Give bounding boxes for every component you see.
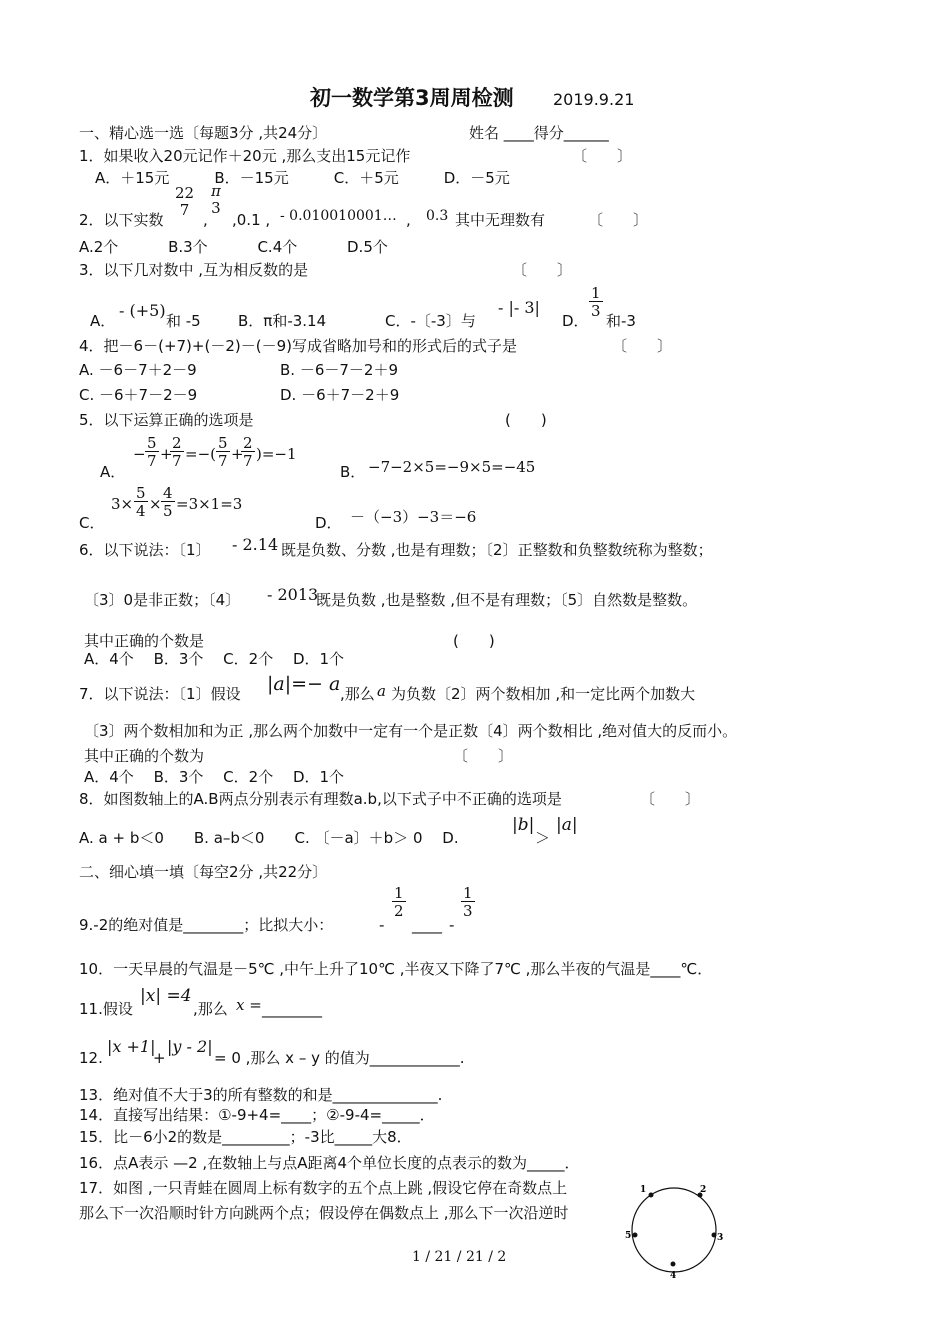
- q7-expr: |a|=− a: [267, 673, 341, 695]
- q5-a-label: A．: [100, 463, 126, 481]
- q2-mid: ,0.1 ,: [232, 211, 271, 229]
- q5-c-times: ×: [149, 495, 162, 513]
- q8-stem: 8．如图数轴上的A.B两点分别表示有理数a.b,以下式子中不正确的选项是: [79, 790, 562, 808]
- q17-circle-diagram: [620, 1178, 730, 1282]
- q4-option-d: D. －6＋7－2＋9: [280, 386, 400, 404]
- q4-option-c: C. －6＋7－2－9: [79, 386, 198, 404]
- q15-text: 15．比－6小2的数是_________；-3比_____大8．: [79, 1128, 412, 1146]
- q7-ask: 其中正确的个数为: [84, 747, 205, 765]
- q3-answer-paren: 〔 〕: [512, 261, 573, 279]
- q16-text: 16．点A表示 —2 ,在数轴上与点A距离4个单位长度的点表示的数为_____．: [79, 1154, 580, 1172]
- q17-label-4: 4: [670, 1271, 677, 1281]
- q9-minus-2: -: [449, 916, 455, 934]
- q2-f2-den: 3: [211, 199, 221, 217]
- q1-stem: 1．如果收入20元记作＋20元 ,那么支出15元记作: [79, 147, 411, 165]
- q4-stem: 4．把－6－(+7)+(－2)－(－9)写成省略加号和的形式后的式子是: [79, 337, 517, 355]
- q2-f1-den: 7: [179, 201, 190, 219]
- q5-answer-paren: ( ): [505, 411, 547, 429]
- q11-blank[interactable]: ________: [262, 1000, 322, 1018]
- q5-a-frac3-num: 5: [218, 434, 228, 452]
- q1-answer-paren: 〔 〕: [572, 147, 633, 165]
- q2-comma2: ,: [406, 211, 411, 229]
- q9-lead: 9.-2的绝对值是________；比拟大小：: [79, 916, 334, 934]
- q5-a-frac1-num: 5: [147, 434, 157, 452]
- q17-label-3: 3: [717, 1233, 724, 1243]
- q5-a-frac2-den: 7: [172, 452, 182, 470]
- q2-fraction-22-7: [173, 186, 196, 218]
- q4-option-b: B. －6－7－2＋9: [280, 361, 399, 379]
- q17-point-5: [633, 1233, 638, 1238]
- q6-value-2: - 2013: [267, 585, 319, 604]
- q17-label-5: 5: [625, 1231, 632, 1241]
- q5-c-frac1: [134, 486, 148, 519]
- q5-b-label: B．: [340, 463, 366, 481]
- q5-c-frac1-num: 5: [136, 484, 146, 502]
- q5-a-eq: =−(: [185, 445, 216, 463]
- q5-c-frac2: [161, 486, 175, 519]
- page-footer: 1 / 21 / 21 / 2: [412, 1249, 507, 1265]
- q9-f1-den: 2: [394, 902, 404, 920]
- q2-decimal: - 0.010010001…: [280, 208, 397, 224]
- q6-line2-lead: 〔3〕0是非正数；〔4〕: [84, 591, 241, 609]
- q5-c-head: 3×: [111, 495, 134, 513]
- q5-a-frac4-den: 7: [243, 452, 253, 470]
- q3-option-b: B．π和-3.14: [238, 312, 327, 330]
- q7-line2: 〔3〕两个数相加和为正 ,那么两个加数中一定有一个是正数〔4〕两个数相比 ,绝对值大的反而小。: [84, 722, 738, 740]
- q12-plus: +: [153, 1049, 166, 1067]
- q4-option-a: A. －6－7＋2－9: [79, 361, 197, 379]
- q6-ask: 其中正确的个数是: [84, 632, 205, 650]
- q17-line1: 17．如图 ,一只青蛙在圆周上标有数字的五个点上跳 ,假设它停在奇数点上: [79, 1179, 568, 1197]
- q14-text: 14．直接写出结果：①-9+4=____；②-9-4=_____．: [79, 1106, 435, 1124]
- section-1-heading: 一、精心选一选〔每题3分 ,共24分〕: [79, 124, 328, 142]
- q3-d-fraction: [589, 286, 603, 319]
- name-score-field: 姓名 ____得分______: [469, 124, 609, 142]
- q5-c-frac2-den: 5: [163, 502, 173, 520]
- q5-c-tail: =3×1=3: [176, 495, 243, 513]
- q17-point-1: [649, 1193, 654, 1198]
- q9-blank[interactable]: ____: [412, 916, 442, 934]
- q17-label-1: 1: [640, 1185, 647, 1195]
- q7-options: A．4个 B．3个 C．2个 D．1个: [84, 768, 345, 786]
- q9-fraction-1-3: [461, 886, 475, 919]
- q6-value-1: - 2.14: [232, 535, 279, 554]
- q9-minus-1: -: [379, 916, 385, 934]
- q5-a-frac2-num: 2: [172, 434, 182, 452]
- q5-c-frac1-den: 4: [136, 502, 146, 520]
- q5-a-frac3: [216, 436, 230, 469]
- q3-a-expr: - (+5): [119, 301, 166, 320]
- q12-expr-1: |x +1|: [107, 1037, 156, 1056]
- q8-options: A. a + b＜0 B. a–b＜0 C. 〔－a〕＋b＞ 0 D.: [79, 829, 459, 847]
- q6-line2-tail: 既是负数 ,也是整数 ,但不是有理数；〔5〕自然数是整数。: [316, 591, 698, 609]
- q17-point-4: [671, 1262, 676, 1267]
- q8-d-gt: ＞: [535, 829, 551, 847]
- q5-d-expr: －（−3）−3＝−6: [350, 508, 477, 526]
- q9-fraction-1-2: [392, 886, 406, 919]
- q7-answer-paren: 〔 〕: [453, 747, 514, 765]
- q2-f2-num: π: [211, 182, 221, 200]
- q5-a-frac4-num: 2: [243, 434, 253, 452]
- q3-c-label: C．-〔-3〕与: [385, 312, 476, 330]
- q2-repeating: 0.3: [426, 208, 449, 224]
- q11-mid: ,那么: [193, 1000, 228, 1018]
- q8-d-abs-b: |b|: [512, 815, 535, 835]
- q3-stem: 3．以下几对数中 ,互为相反数的是: [79, 261, 309, 279]
- q3-d-label: D．: [562, 312, 589, 330]
- q5-a-frac4: [241, 436, 255, 469]
- q5-c-label: C．: [79, 514, 105, 532]
- q3-d-tail: 和-3: [606, 312, 636, 330]
- q7-lead: 7．以下说法：〔1〕假设: [79, 685, 241, 703]
- q5-a-frac1: [145, 436, 159, 469]
- q5-a-frac1-den: 7: [147, 452, 157, 470]
- q5-a-frac2: [170, 436, 184, 469]
- q17-label-2: 2: [700, 1185, 707, 1195]
- q11-lead: 11.假设: [79, 1000, 133, 1018]
- q10-text: 10．一天早晨的气温是－5℃ ,中午上升了10℃ ,半夜又下降了7℃ ,那么半夜的气温是____℃．: [79, 960, 713, 978]
- q3-a-label: A．: [90, 312, 116, 330]
- q17-point-3: [712, 1233, 717, 1238]
- q3-a-tail: 和 -5: [166, 312, 201, 330]
- q2-fraction-pi-3: [209, 184, 223, 216]
- q11-var: x =: [236, 996, 262, 1014]
- section-2-heading: 二、细心填一填〔每空2分 ,共22分〕: [79, 863, 328, 881]
- q2-tail: 其中无理数有: [455, 211, 546, 229]
- q7-var: a: [377, 682, 386, 700]
- q3-d-num: 1: [591, 284, 601, 302]
- q7-mid: ,那么: [340, 685, 375, 703]
- q11-expr: |x| =4: [140, 986, 192, 1006]
- q17-circle: [632, 1188, 716, 1272]
- q3-c-expr: - |- 3|: [498, 298, 540, 317]
- q5-d-label: D．: [315, 514, 342, 532]
- q6-lead: 6．以下说法：〔1〕: [79, 541, 211, 559]
- q12-tail: = 0 ,那么 x – y 的值为____________.: [214, 1049, 465, 1067]
- q5-c-frac2-num: 4: [163, 484, 173, 502]
- q3-d-den: 3: [591, 302, 601, 320]
- q5-a-end: )=−1: [256, 445, 297, 463]
- page-title: 初一数学第3周周检测: [310, 86, 514, 110]
- q5-a-plus2: +: [231, 445, 244, 463]
- q5-a-minus: −: [133, 445, 146, 463]
- q5-a-frac3-den: 7: [218, 452, 228, 470]
- q9-f1-num: 1: [394, 884, 404, 902]
- q2-options: A.2个 B.3个 C.4个 D.5个: [79, 238, 388, 256]
- q2-answer-paren: 〔 〕: [588, 211, 649, 229]
- q12-lead: 12.: [79, 1049, 103, 1067]
- q7-tail: 为负数〔2〕两个数相加 ,和一定比两个加数大: [391, 685, 696, 703]
- q8-answer-paren: 〔 〕: [640, 790, 701, 808]
- q13-text: 13．绝对值不大于3的所有整数的和是______________.: [79, 1086, 443, 1104]
- q6-line1-tail: 既是负数、分数 ,也是有理数；〔2〕正整数和负整数统称为整数；: [281, 541, 713, 559]
- q1-options: A．＋15元 B．－15元 C．＋5元 D．－5元: [95, 169, 510, 187]
- q9-f2-num: 1: [463, 884, 473, 902]
- q5-stem: 5．以下运算正确的选项是: [79, 411, 254, 429]
- q12-expr-2: |y - 2|: [167, 1037, 213, 1056]
- q2-lead: 2．以下实数: [79, 211, 164, 229]
- q5-b-expr: −7−2×5=−9×5=−45: [368, 458, 536, 476]
- test-date: 2019.9.21: [553, 90, 635, 109]
- q9-f2-den: 3: [463, 902, 473, 920]
- q2-f1-num: 22: [175, 184, 195, 202]
- q5-a-plus: +: [160, 445, 173, 463]
- q6-options: A．4个 B．3个 C．2个 D．1个: [84, 650, 345, 668]
- q4-answer-paren: 〔 〕: [612, 337, 673, 355]
- q8-d-abs-a: |a|: [556, 815, 578, 835]
- q2-comma: ,: [203, 211, 208, 229]
- q17-line2: 那么下一次沿顺时针方向跳两个点；假设停在偶数点上 ,那么下一次沿逆时: [79, 1204, 569, 1222]
- q6-answer-paren: ( ): [453, 632, 495, 650]
